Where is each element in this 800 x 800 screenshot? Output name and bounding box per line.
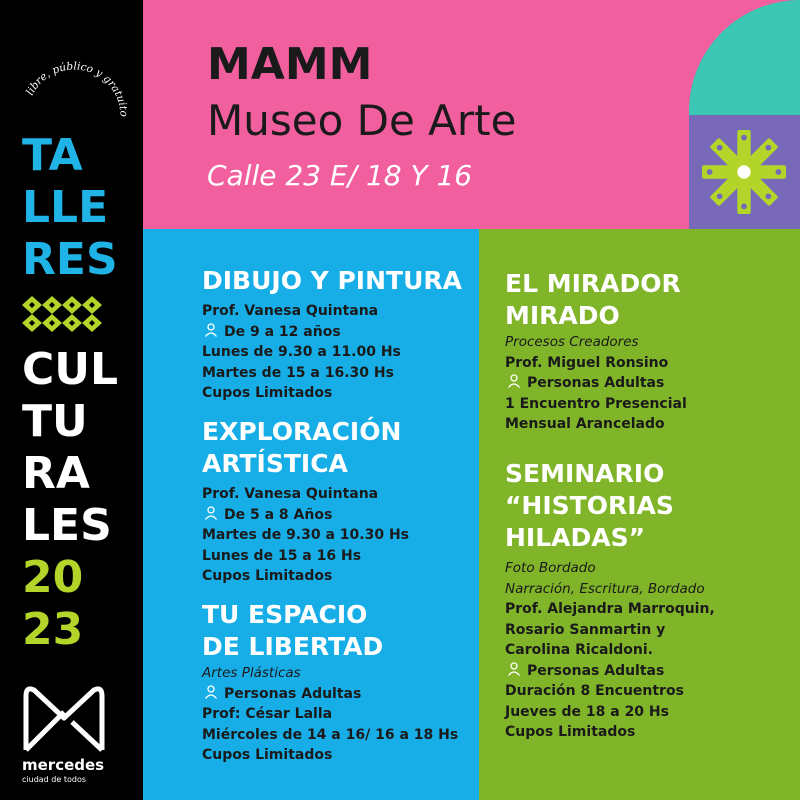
workshop-line: Rosario Sanmartin y xyxy=(505,621,666,638)
workshop-tu-espacio-de-libertad xyxy=(202,599,458,766)
culturales-line-2: TU xyxy=(22,396,88,447)
workshop-title: DIBUJO Y PINTURA xyxy=(202,266,462,295)
workshop-age: De 5 a 8 Años xyxy=(224,506,333,523)
workshop-line: Prof. Vanesa Quintana xyxy=(202,303,379,319)
workshop-title: MIRADO xyxy=(505,301,620,330)
workshop-title: SEMINARIO xyxy=(505,459,665,488)
year-line-2: 23 xyxy=(22,604,84,655)
workshop-line xyxy=(505,373,687,394)
workshop-line xyxy=(202,684,458,705)
workshop-title: EL MIRADOR xyxy=(505,269,681,298)
workshop-line: Carolina Ricaldoni. xyxy=(505,642,653,658)
flower-emblem-icon xyxy=(701,127,787,217)
year-line-1: 20 xyxy=(22,552,84,603)
mercedes-logo-icon xyxy=(22,678,106,756)
workshop-line: Cupos Limitados xyxy=(202,568,333,584)
workshop-line: Miércoles de 14 a 16/ 16 a 18 Hs xyxy=(202,726,459,743)
workshop-subtitle: Procesos Creadores xyxy=(505,334,639,350)
diamond-pattern-icon xyxy=(22,296,102,332)
header xyxy=(143,0,800,229)
logo-name: mercedes xyxy=(22,756,105,774)
workshop-line: Martes de 15 a 16.30 Hs xyxy=(202,364,394,381)
talleres-line-2: LLE xyxy=(22,182,109,233)
workshop-el-mirador-mirado xyxy=(505,268,687,435)
workshop-line: Cupos Limitados xyxy=(202,385,333,401)
workshop-seminario-historias-hiladas xyxy=(505,458,715,743)
page-subtitle: Museo De Arte xyxy=(207,96,517,145)
workshop-line: 1 Encuentro Presencial xyxy=(505,395,687,412)
workshop-title: DE LIBERTAD xyxy=(202,632,384,661)
teal-arch-shape xyxy=(689,0,800,115)
purple-block xyxy=(689,115,800,229)
talleres-line-1: TA xyxy=(22,130,83,181)
person-icon xyxy=(507,662,521,676)
workshop-line: Prof. Alejandra Marroquin, xyxy=(505,601,715,617)
workshop-audience: Personas Adultas xyxy=(527,375,665,391)
workshop-line: Jueves de 18 a 20 Hs xyxy=(505,703,669,720)
sidebar xyxy=(0,0,143,800)
workshop-line: Cupos Limitados xyxy=(505,724,636,740)
workshop-subtitle: Artes Plásticas xyxy=(202,665,301,681)
workshop-line: Duración 8 Encuentros xyxy=(505,683,684,699)
page-title: MAMM xyxy=(207,39,373,90)
workshop-line: Lunes de 9.30 a 11.00 Hs xyxy=(202,344,401,360)
workshop-subtitle: Narración, Escritura, Bordado xyxy=(505,580,705,597)
talleres-line-3: RES xyxy=(22,234,118,285)
workshop-title: TU ESPACIO xyxy=(202,600,368,629)
workshop-subtitle: Foto Bordado xyxy=(505,560,596,576)
left-workshops-column xyxy=(143,229,479,800)
workshop-line xyxy=(202,505,409,526)
workshop-line: Mensual Arancelado xyxy=(505,416,665,432)
right-workshops-column xyxy=(479,229,800,800)
workshop-age: De 9 a 12 años xyxy=(224,323,341,340)
workshop-line: Prof: César Lalla xyxy=(202,706,333,722)
workshop-title: HILADAS” xyxy=(505,523,646,552)
workshop-audience: Personas Adultas xyxy=(224,685,362,702)
workshop-line xyxy=(505,661,715,682)
person-icon xyxy=(204,323,218,337)
person-icon xyxy=(507,374,521,388)
tagline: libre, público y gratuito xyxy=(23,60,130,118)
person-icon xyxy=(204,685,218,699)
person-icon xyxy=(204,506,218,520)
workshop-line: Martes de 9.30 a 10.30 Hs xyxy=(202,527,410,543)
workshop-line: Prof. Miguel Ronsino xyxy=(505,354,669,371)
workshop-title: ARTÍSTICA xyxy=(202,449,348,478)
culturales-line-3: RA xyxy=(22,448,90,499)
workshop-dibujo-y-pintura xyxy=(202,265,462,404)
workshop-line xyxy=(202,322,462,343)
workshop-exploracion-artistica xyxy=(202,416,409,587)
workshop-title: “HISTORIAS xyxy=(505,491,674,520)
workshop-line: Cupos Limitados xyxy=(202,747,333,763)
address: Calle 23 E/ 18 Y 16 xyxy=(207,159,473,192)
workshop-line: Lunes de 15 a 16 Hs xyxy=(202,547,362,564)
workshop-title: EXPLORACIÓN xyxy=(202,417,402,446)
svg-text:libre, público y gratuito xyxy=(24,60,130,117)
logo-subtitle: ciudad de todos xyxy=(22,775,87,784)
workshop-audience: Personas Adultas xyxy=(527,662,665,679)
workshop-line: Prof. Vanesa Quintana xyxy=(202,486,379,502)
culturales-line-4: LES xyxy=(22,500,112,551)
culturales-line-1: CUL xyxy=(22,344,119,395)
